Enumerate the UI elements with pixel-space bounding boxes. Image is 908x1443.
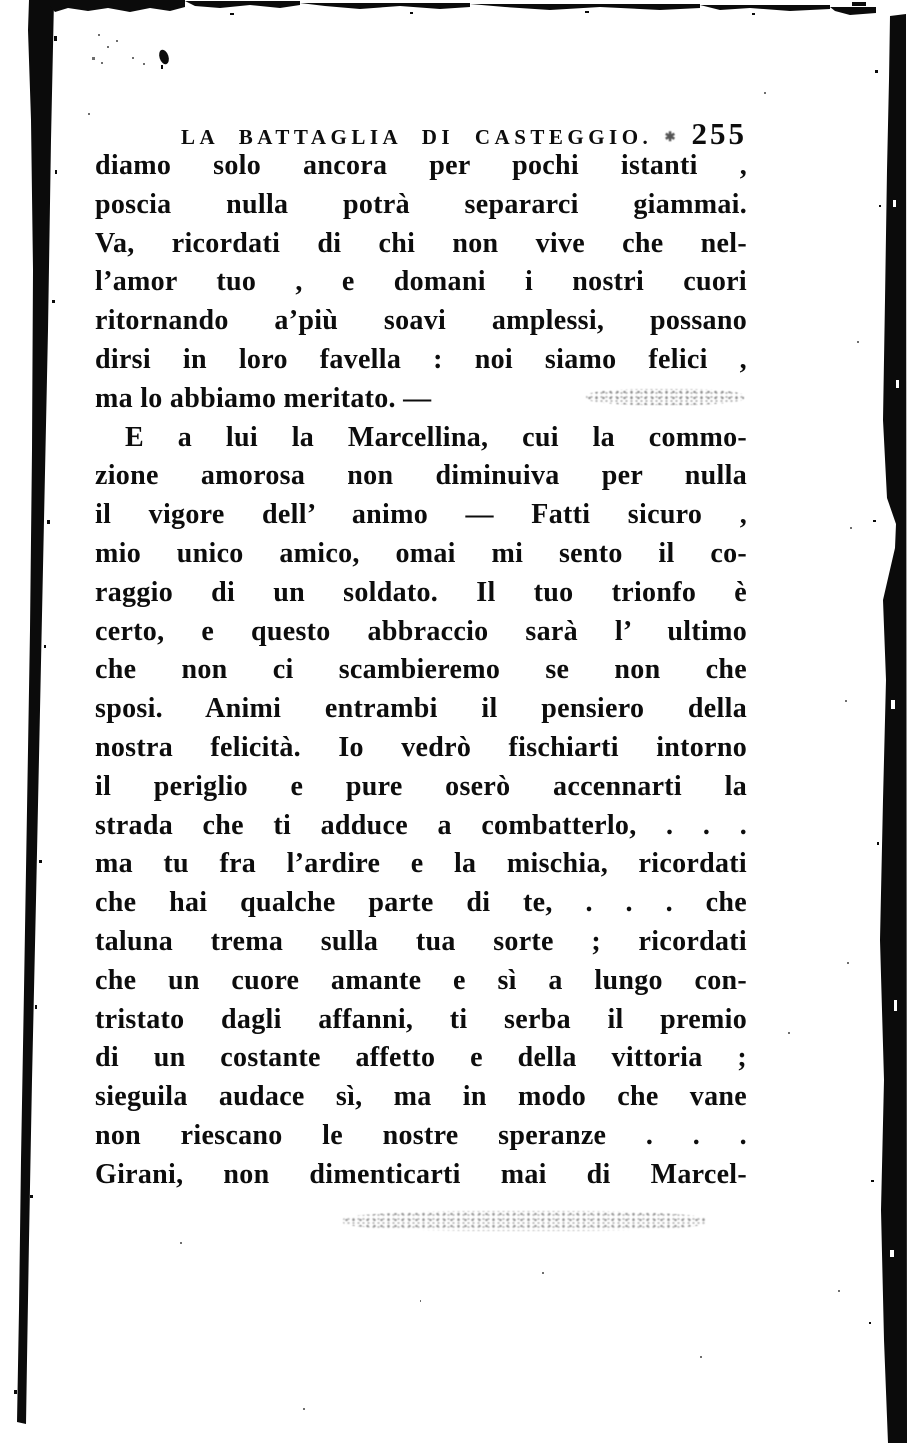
text-line: ritornando a’più soavi amplessi, possano	[95, 305, 747, 337]
text-line: che hai qualche parte di te, . . . che	[95, 887, 747, 919]
text-line: l’amor tuo , e domani i nostri cuori	[95, 266, 747, 298]
running-header-title: LA BATTAGLIA DI CASTEGGIO.	[181, 125, 653, 149]
text-line: che non ci scambieremo se non che	[95, 654, 747, 686]
text-line: tristato dagli affanni, ti serba il premio	[95, 1003, 747, 1035]
text-line: il periglio e pure oserò accennarti la	[95, 770, 747, 802]
page-text-block	[95, 116, 747, 1195]
text-line: sieguila audace sì, ma in modo che vane	[95, 1081, 747, 1113]
scan-edge-left-icon	[14, 0, 57, 1424]
text-line: sposi. Animi entrambi il pensiero della	[95, 693, 747, 725]
text-line: che un cuore amante e sì a lungo con-	[95, 964, 747, 996]
text-line: ma tu fra l’ardire e la mischia, ricordati	[95, 848, 747, 880]
text-line: raggio di un soldato. Il tuo trionfo è	[95, 576, 747, 608]
text-line: non riescano le nostre speranze . . .	[95, 1119, 747, 1151]
scan-edge-right-icon	[852, 2, 907, 1443]
text-line: nostra felicità. Io vedrò fischiarti intorno	[95, 731, 747, 763]
text-line: ma lo abbiamo meritato. —	[95, 382, 432, 414]
text-line: il vigore dell’ animo — Fatti sicuro ,	[95, 499, 747, 531]
scan-edge-top-icon	[50, 0, 876, 15]
page-number: 255	[691, 116, 747, 151]
ink-blot-mark: ✱	[664, 129, 676, 144]
text-line: certo, e questo abbraccio sarà l’ ultimo	[95, 615, 747, 647]
text-line: diamo solo ancora per pochi istanti ,	[95, 150, 747, 181]
text-line: mio unico amico, omai mi sento il co-	[95, 537, 747, 569]
text-line: Girani, non dimenticarti mai di Marcel-	[95, 1158, 747, 1190]
text-line: E a lui la Marcellina, cui la commo-	[125, 421, 747, 453]
text-line: zione amorosa non diminuiva per nulla	[95, 460, 747, 492]
text-line: taluna trema sulla tua sorte ; ricordati	[95, 925, 747, 957]
running-header	[95, 116, 747, 151]
text-line: dirsi in loro favella : noi siamo felici ,	[95, 343, 747, 375]
text-line: Va, ricordati di chi non vive che nel-	[95, 227, 747, 259]
text-line: di un costante affetto e della vittoria ;	[95, 1042, 747, 1074]
text-line: poscia nulla potrà separarci giammai.	[95, 188, 747, 220]
ink-smudge	[586, 389, 744, 405]
ink-blob-icon	[157, 48, 170, 69]
text-line: strada che ti adduce a combatterlo, . . .	[95, 809, 747, 841]
ink-smudge	[343, 1211, 707, 1231]
